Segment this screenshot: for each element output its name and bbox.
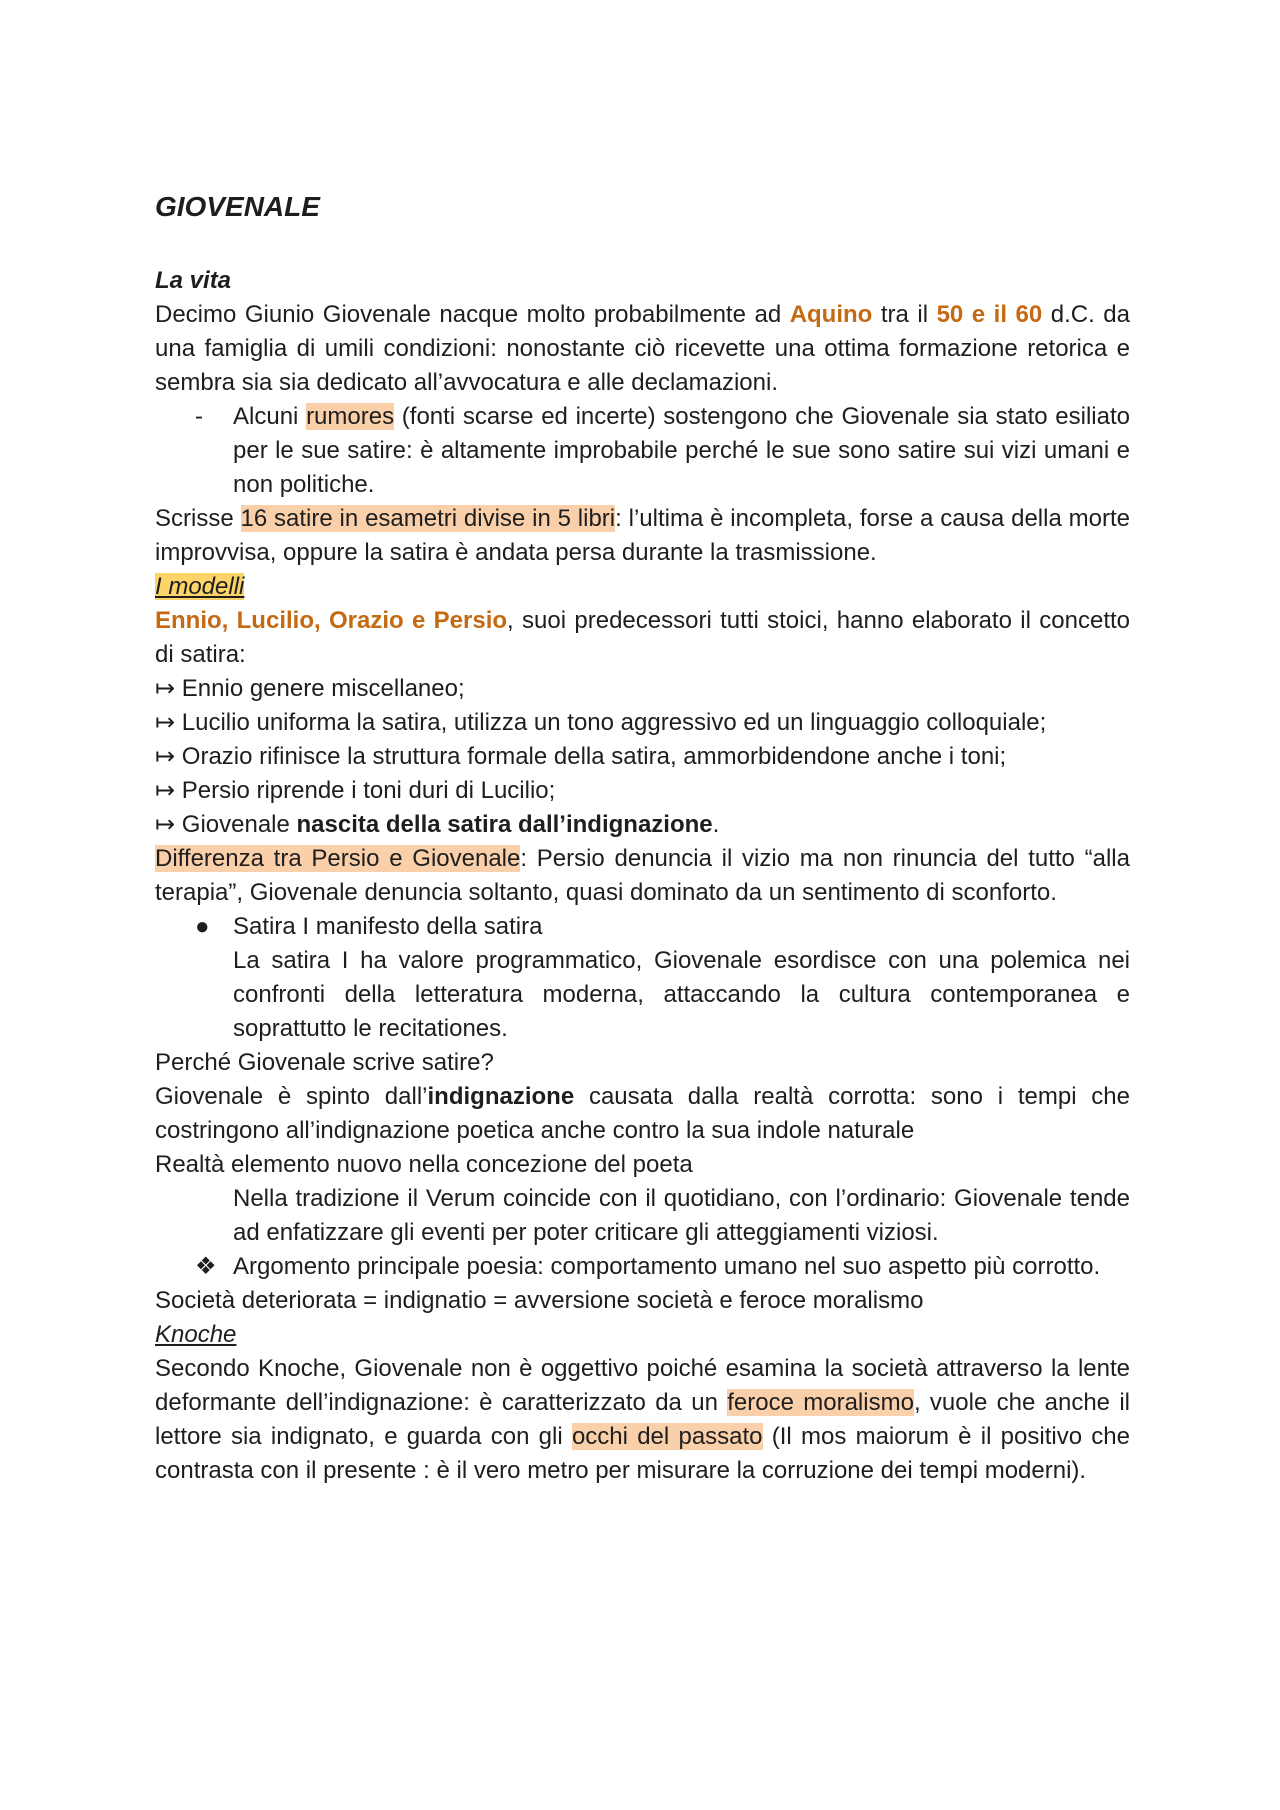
section-heading-knoche: Knoche (155, 1321, 237, 1348)
highlight-moralismo: feroce moralismo (727, 1389, 914, 1416)
maps-to-arrow-icon: ↦ (155, 709, 176, 736)
diamond-bullet-icon: ❖ (195, 1253, 217, 1280)
page-title: GIOVENALE (155, 191, 320, 222)
maps-to-arrow-icon: ↦ (155, 777, 176, 804)
maps-to-arrow-icon: ↦ (155, 743, 176, 770)
highlight-satire: 16 satire in esametri divise in 5 libri (240, 505, 616, 532)
maps-to-arrow-icon: ↦ (155, 811, 176, 838)
section-heading-vita: La vita (155, 267, 232, 294)
paragraph-realta: Realtà elemento nuovo nella concezione del poeta (155, 1151, 693, 1178)
arrow-item-orazio: ↦ Orazio rifinisce la struttura formale della satira, ammorbidendone anche i toni; (155, 743, 1007, 770)
highlight-passato: occhi del passato (571, 1423, 763, 1450)
highlight-aquino: Aquino (789, 301, 873, 328)
list-item-rumores: - Alcuni rumores (fonti scarse ed incerte) sostengono che Giovenale sia stato esiliato per le sue satire: è altamente improbabile perché le sue sono satire sui vizi umani e non politiche. (155, 400, 1130, 502)
paragraph-modelli: Ennio, Lucilio, Orazio e Persio, suoi predecessori tutti stoici, hanno elaborato il concetto di satira: (155, 607, 1130, 668)
list-item-argomento: ❖ Argomento principale poesia: comportamento umano nel suo aspetto più corrotto. (155, 1250, 1130, 1284)
arrow-item-ennio: ↦ Ennio genere miscellaneo; (155, 675, 465, 702)
question-perche: Perché Giovenale scrive satire? (155, 1049, 494, 1076)
paragraph-differenza: Differenza tra Persio e Giovenale: Persio denuncia il vizio ma non rinuncia del tutto “alla terapia”, Giovenale denuncia soltanto, quasi dominato da un sentimento di sconforto. (155, 845, 1130, 906)
maps-to-arrow-icon: ↦ (155, 675, 176, 702)
bullet-icon: ● (195, 913, 210, 940)
list-item-satira-i: ● Satira I manifesto della satira (155, 910, 1130, 944)
paragraph-satire: Scrisse 16 satire in esametri divise in 5 libri: l’ultima è incompleta, forse a causa della morte improvvisa, oppure la satira è andata persa durante la trasmissione. (155, 505, 1130, 566)
highlight-date: 50 e il 60 (936, 301, 1043, 328)
paragraph-indignazione: Giovenale è spinto dall’indignazione causata dalla realtà corrotta: sono i tempi che costringono all’indignazione poetica anche contro la sua indole naturale (155, 1083, 1131, 1144)
highlight-rumores: rumores (306, 403, 395, 430)
arrow-item-giovenale: ↦ Giovenale nascita della satira dall’indignazione. (155, 811, 720, 838)
highlight-names: Ennio, Lucilio, Orazio e Persio (155, 607, 508, 634)
section-heading-modelli: I modelli (155, 573, 245, 600)
paragraph-satira-i: La satira I ha valore programmatico, Giovenale esordisce con una polemica nei confronti della letteratura moderna, attaccando la cultura contemporanea e soprattutto le recitationes. (233, 947, 1130, 1042)
dash-bullet-icon: - (195, 403, 203, 430)
paragraph-societa: Società deteriorata = indignatio = avversione società e feroce moralismo (155, 1287, 924, 1314)
paragraph-tradizione: Nella tradizione il Verum coincide con il quotidiano, con l’ordinario: Giovenale tende ad enfatizzare gli eventi per poter criticare gli atteggiamenti viziosi. (233, 1185, 1130, 1246)
highlight-differenza: Differenza tra Persio e Giovenale (155, 845, 521, 872)
paragraph-knoche: Secondo Knoche, Giovenale non è oggettivo poiché esamina la società attraverso la lente deformante dell’indignazione: è caratterizzato da un feroce moralismo, vuole che anche il lettore sia indignato, e guarda con gli occhi del passato (Il mos maiorum è il positivo che contrasta con il presente : è il vero metro per misurare la corruzione dei tempi moderni). (155, 1355, 1130, 1484)
arrow-item-lucilio: ↦ Lucilio uniforma la satira, utilizza un tono aggressivo ed un linguaggio colloquiale; (155, 709, 1047, 736)
paragraph-vita: Decimo Giunio Giovenale nacque molto probabilmente ad Aquino tra il 50 e il 60 d.C. da una famiglia di umili condizioni: nonostante ciò ricevette una ottima formazione retorica e sembra sia sia dedicato all’avvocatura e alle declamazioni. (155, 301, 1130, 396)
arrow-item-persio: ↦ Persio riprende i toni duri di Lucilio; (155, 777, 556, 804)
